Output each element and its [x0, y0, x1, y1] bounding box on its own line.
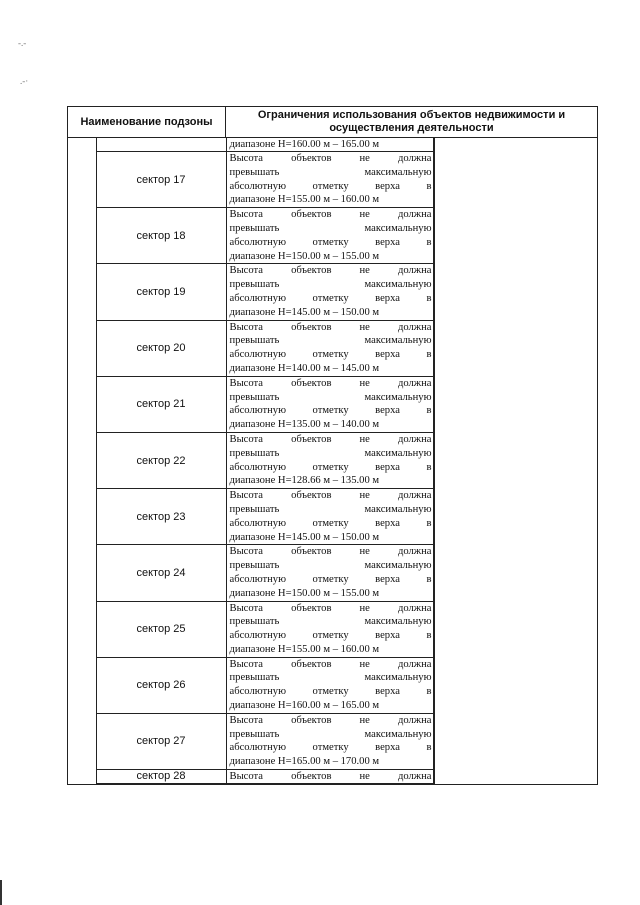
word: объектов: [291, 771, 332, 783]
restriction-range: диапазоне H=165.00 м – 170.00 м: [229, 756, 380, 768]
restriction-range: диапазоне H=150.00 м – 155.00 м: [229, 587, 380, 599]
word: отметку: [312, 236, 349, 248]
sector-name: сектор 26: [96, 657, 226, 713]
word: должна: [397, 433, 432, 445]
word: в: [426, 573, 432, 585]
sector-name: сектор 19: [96, 264, 226, 320]
restriction-line-1: [230, 714, 432, 728]
header-row: [68, 107, 598, 138]
restriction-text: [226, 208, 434, 264]
restriction-range: диапазоне H=145.00 м – 150.00 м: [229, 306, 380, 318]
restriction-text: [226, 713, 434, 769]
word: превышать: [229, 335, 280, 347]
word: отметку: [312, 180, 349, 192]
word: верха: [375, 630, 400, 642]
restriction-text: [226, 320, 434, 376]
word: абсолютную: [229, 742, 287, 754]
header-restrictions-line1: Ограничения использования объектов недвижимости и: [257, 109, 566, 121]
word: не: [359, 602, 370, 614]
word: не: [359, 490, 370, 502]
restriction-line-3: [230, 236, 432, 250]
word: Высота: [229, 714, 264, 726]
word: верха: [375, 405, 400, 417]
restriction-line-3: [230, 180, 432, 194]
word: должна: [397, 265, 432, 277]
sector-sub-table: [68, 138, 435, 784]
word: не: [359, 771, 370, 783]
restriction-line-2: [230, 671, 432, 685]
restriction-text: [226, 657, 434, 713]
restriction-line-2: [230, 222, 432, 236]
word: должна: [397, 658, 432, 670]
word: абсолютную: [229, 630, 287, 642]
subzone-cell: [68, 138, 96, 784]
word: Высота: [229, 490, 264, 502]
word: в: [426, 180, 432, 192]
word: максимальную: [364, 335, 432, 347]
restriction-text-partial: [226, 770, 434, 784]
restriction-line-1: [230, 545, 432, 559]
word: превышать: [229, 166, 280, 178]
word: превышать: [229, 222, 280, 234]
word: объектов: [291, 546, 332, 558]
word: не: [359, 209, 370, 221]
restriction-line-2: [230, 278, 432, 292]
word: не: [359, 546, 370, 558]
sector-row: [68, 432, 434, 488]
restriction-line-3: [230, 292, 432, 306]
word: отметку: [312, 461, 349, 473]
word: не: [359, 321, 370, 333]
restriction-line-1: [230, 321, 432, 335]
word: в: [426, 742, 432, 754]
restriction-line-3: [230, 404, 432, 418]
word: верха: [375, 292, 400, 304]
restriction-range: диапазоне H=128.66 м – 135.00 м: [229, 475, 380, 487]
word: отметку: [312, 630, 349, 642]
header-restrictions-line2: осуществления деятельности: [329, 122, 494, 134]
restriction-line-1: [230, 152, 432, 166]
sector-row: [68, 320, 434, 376]
sector-row: [68, 264, 434, 320]
restriction-line-2: [230, 559, 432, 573]
header-restrictions: [226, 107, 598, 138]
word: должна: [397, 771, 432, 783]
restriction-line-3: [230, 517, 432, 531]
word: верха: [375, 573, 400, 585]
body-row: [68, 138, 598, 785]
restriction-range: диапазоне H=155.00 м – 160.00 м: [229, 194, 380, 206]
restriction-line-2: [230, 334, 432, 348]
word: Высота: [229, 658, 264, 670]
word: превышать: [229, 560, 280, 572]
sector-name: сектор 28: [96, 770, 226, 784]
restriction-line-1: [230, 489, 432, 503]
word: максимальную: [364, 560, 432, 572]
restriction-line-2: [230, 391, 432, 405]
word: в: [426, 405, 432, 417]
word: Высота: [229, 602, 264, 614]
word: превышать: [229, 672, 280, 684]
word: максимальную: [364, 672, 432, 684]
word: не: [359, 377, 370, 389]
word: объектов: [291, 377, 332, 389]
word: абсолютную: [229, 405, 287, 417]
sector-name: сектор 22: [96, 432, 226, 488]
word: Высота: [229, 433, 264, 445]
word: Высота: [229, 546, 264, 558]
restriction-range: диапазоне H=135.00 м – 140.00 м: [229, 419, 380, 431]
word: должна: [397, 546, 432, 558]
word: максимальную: [364, 222, 432, 234]
word: максимальную: [364, 728, 432, 740]
sector-row: [68, 545, 434, 601]
restriction-text: [226, 545, 434, 601]
restriction-line-2: [230, 166, 432, 180]
word: объектов: [291, 433, 332, 445]
word: в: [426, 461, 432, 473]
sector-name-empty: [96, 138, 226, 152]
word: в: [426, 292, 432, 304]
word: отметку: [312, 405, 349, 417]
restriction-line-3: [230, 573, 432, 587]
restriction-line-1: [230, 602, 432, 616]
sector-name: сектор 23: [96, 489, 226, 545]
restriction-line-2: [230, 503, 432, 517]
word: в: [426, 349, 432, 361]
restriction-line-1: [230, 264, 432, 278]
word: Высота: [229, 209, 264, 221]
restriction-line-3: [230, 461, 432, 475]
word: превышать: [229, 503, 280, 515]
word: должна: [397, 490, 432, 502]
word: в: [426, 236, 432, 248]
word: должна: [397, 153, 432, 164]
restriction-line-1: [230, 770, 432, 783]
restriction-range: диапазоне H=145.00 м – 150.00 м: [229, 531, 380, 543]
restriction-range: диапазоне H=140.00 м – 145.00 м: [229, 362, 380, 374]
sector-name: сектор 20: [96, 320, 226, 376]
word: абсолютную: [229, 573, 287, 585]
word: должна: [397, 377, 432, 389]
restriction-line-2: [230, 728, 432, 742]
word: верха: [375, 742, 400, 754]
word: абсолютную: [229, 461, 287, 473]
restriction-text: [226, 601, 434, 657]
sector-name: сектор 18: [96, 208, 226, 264]
word: не: [359, 433, 370, 445]
sector-row: [68, 489, 434, 545]
word: абсолютную: [229, 236, 287, 248]
restriction-range: диапазоне H=160.00 м – 165.00 м: [229, 700, 380, 712]
word: не: [359, 714, 370, 726]
sector-block: [68, 138, 434, 785]
word: не: [359, 265, 370, 277]
restriction-line-3: [230, 685, 432, 699]
restriction-line-2: [230, 615, 432, 629]
word: должна: [397, 209, 432, 221]
word: превышать: [229, 728, 280, 740]
word: максимальную: [364, 391, 432, 403]
restriction-text: [226, 489, 434, 545]
word: отметку: [312, 573, 349, 585]
restriction-line-1: [230, 658, 432, 672]
sector-name: сектор 25: [96, 601, 226, 657]
word: верха: [375, 517, 400, 529]
word: максимальную: [364, 166, 432, 178]
sector-row: [68, 208, 434, 264]
word: абсолютную: [229, 517, 287, 529]
restriction-line-3: [230, 629, 432, 643]
word: Высота: [229, 321, 264, 333]
scan-artifact-2: .-·: [20, 76, 29, 86]
word: объектов: [291, 658, 332, 670]
word: превышать: [229, 447, 280, 459]
restriction-line-3: [230, 348, 432, 362]
word: не: [359, 153, 370, 164]
sector-name: сектор 17: [96, 152, 226, 208]
restriction-line-1: [230, 433, 432, 447]
word: Высота: [229, 771, 264, 783]
restrictions-table: [67, 106, 598, 785]
word: объектов: [291, 153, 332, 164]
word: Высота: [229, 377, 264, 389]
word: превышать: [229, 616, 280, 628]
word: отметку: [312, 517, 349, 529]
word: объектов: [291, 602, 332, 614]
word: должна: [397, 602, 432, 614]
sector-row: [68, 376, 434, 432]
word: абсолютную: [229, 686, 287, 698]
word: объектов: [291, 490, 332, 502]
restriction-line-1: [230, 208, 432, 222]
word: в: [426, 630, 432, 642]
word: не: [359, 658, 370, 670]
sector-name: сектор 27: [96, 713, 226, 769]
word: максимальную: [364, 279, 432, 291]
continuation-text: диапазоне H=160.00 м – 165.00 м: [226, 138, 434, 152]
restriction-line-3: [230, 741, 432, 755]
word: абсолютную: [229, 349, 287, 361]
sector-row: [68, 657, 434, 713]
word: абсолютную: [229, 292, 287, 304]
word: должна: [397, 714, 432, 726]
word: максимальную: [364, 503, 432, 515]
restriction-range: диапазоне H=150.00 м – 155.00 м: [229, 250, 380, 262]
word: абсолютную: [229, 180, 287, 192]
word: Высота: [229, 153, 264, 164]
restriction-text: [226, 264, 434, 320]
word: объектов: [291, 321, 332, 333]
header-subzone-name: Наименование подзоны: [68, 107, 226, 138]
word: верха: [375, 349, 400, 361]
word: Высота: [229, 265, 264, 277]
scan-edge: [0, 880, 2, 905]
word: отметку: [312, 686, 349, 698]
restriction-range: диапазоне H=155.00 м – 160.00 м: [229, 643, 380, 655]
sector-row: [68, 152, 434, 208]
word: верха: [375, 686, 400, 698]
word: максимальную: [364, 447, 432, 459]
continuation-row: [68, 138, 434, 152]
word: верха: [375, 180, 400, 192]
sector-name: сектор 21: [96, 376, 226, 432]
word: верха: [375, 461, 400, 473]
word: должна: [397, 321, 432, 333]
restriction-text: [226, 152, 434, 208]
sector-row: [68, 713, 434, 769]
word: превышать: [229, 279, 280, 291]
word: отметку: [312, 742, 349, 754]
restriction-line-2: [230, 447, 432, 461]
word: превышать: [229, 391, 280, 403]
word: верха: [375, 236, 400, 248]
word: объектов: [291, 714, 332, 726]
restriction-text: [226, 376, 434, 432]
sector-name: сектор 24: [96, 545, 226, 601]
restriction-text: [226, 432, 434, 488]
sector-row-last: [68, 770, 434, 784]
sector-row: [68, 601, 434, 657]
restriction-line-1: [230, 377, 432, 391]
word: объектов: [291, 209, 332, 221]
word: максимальную: [364, 616, 432, 628]
notes-cell: [434, 138, 598, 785]
scan-artifact-1: -.-: [18, 38, 27, 48]
word: объектов: [291, 265, 332, 277]
word: отметку: [312, 349, 349, 361]
word: отметку: [312, 292, 349, 304]
word: в: [426, 686, 432, 698]
word: в: [426, 517, 432, 529]
